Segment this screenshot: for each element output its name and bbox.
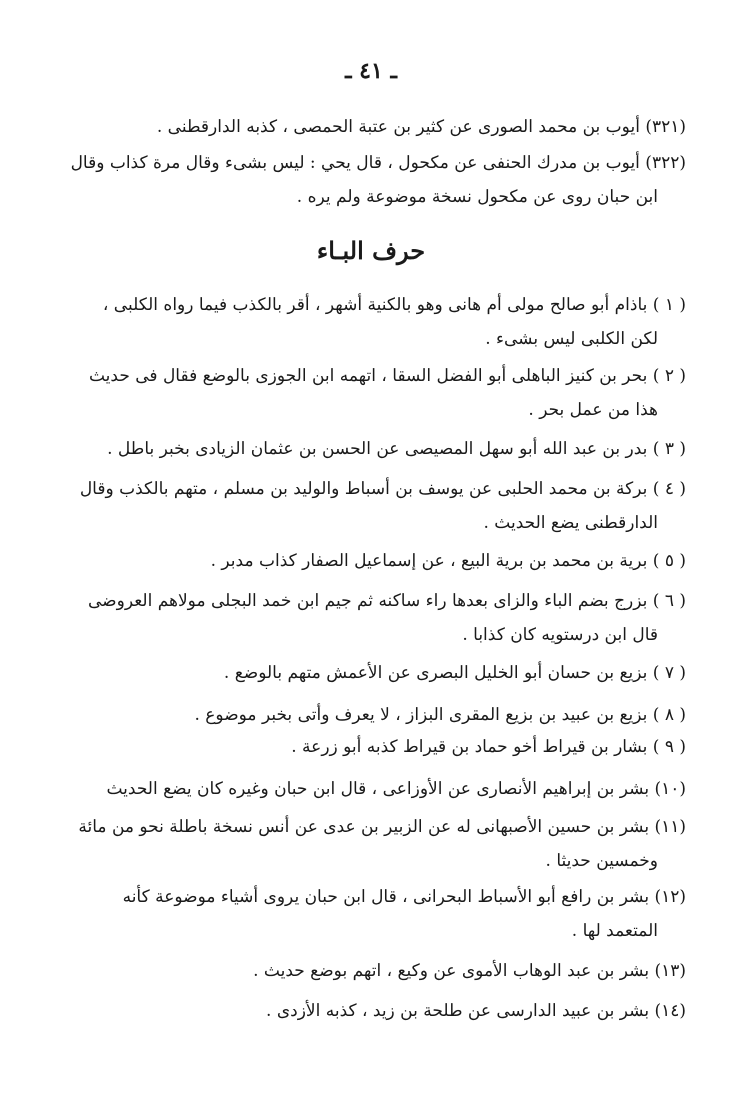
entry-4 xyxy=(56,472,686,540)
entry-line: (١٣) بشر بن عبد الوهاب الأموى عن وكيع ، اتهم بوضع حديث . xyxy=(253,961,686,981)
entry-line-continuation: وخمسين حديثا . xyxy=(545,851,658,871)
entry-line: (١٤) بشر بن عبيد الدارسى عن طلحة بن زيد ، كذبه الأزدى . xyxy=(266,1001,686,1021)
document-page xyxy=(56,0,686,1094)
entry-5 xyxy=(56,544,686,578)
entry-line: ( ٣ ) بدر بن عبد الله أبو سهل المصيصى عن الحسن بن عثمان الزيادى بخبر باطل . xyxy=(107,439,686,459)
entry-line: ( ٤ ) بركة بن محمد الحلبى عن يوسف بن أسباط والوليد بن مسلم ، متهم بالكذب وقال xyxy=(79,479,686,499)
entry-2 xyxy=(56,359,686,427)
entry-line: ( ٧ ) بزيع بن حسان أبو الخليل البصرى عن الأعمش متهم بالوضع . xyxy=(223,663,686,683)
entry-12 xyxy=(56,880,686,948)
entry-14 xyxy=(56,994,686,1028)
entry-13 xyxy=(56,954,686,988)
entry-line: ( ١ ) باذام أبو صالح مولى أم هانى وهو بالكنية أشهر ، أقر بالكذب فيما رواه الكلبى ، xyxy=(102,295,686,315)
entry-line-continuation: ابن حبان روى عن مكحول نسخة موضوعة ولم يره . xyxy=(296,187,658,207)
entry-line-continuation: لكن الكلبى ليس بشىء . xyxy=(485,329,658,349)
entry-322 xyxy=(56,146,686,214)
entry-line-continuation: هذا من عمل بحر . xyxy=(528,400,658,420)
entry-line: (١٢) بشر بن رافع أبو الأسباط البحرانى ، قال ابن حبان يروى أشياء موضوعة كأنه xyxy=(122,887,686,907)
entry-line: ( ٥ ) برية بن محمد بن برية البيع ، عن إسماعيل الصفار كذاب مدبر . xyxy=(210,551,686,571)
entry-line: (١١) بشر بن حسين الأصبهانى له عن الزبير بن عدى عن أنس نسخة باطلة نحو من مائة xyxy=(78,817,686,837)
entry-line: ( ٢ ) بحر بن كنيز الباهلى أبو الفضل السقا ، اتهمه ابن الجوزى بالوضع فقال فى حديث xyxy=(88,366,686,386)
entry-line-continuation: الدارقطنى يضع الحديث . xyxy=(483,513,658,533)
entry-9 xyxy=(56,730,686,764)
entry-10 xyxy=(56,772,686,806)
entry-line: (٣٢١) أيوب بن محمد الصورى عن كثير بن عتبة الحمصى ، كذبه الدارقطنى . xyxy=(156,117,686,137)
entry-8 xyxy=(56,698,686,732)
entry-line: (٣٢٢) أيوب بن مدرك الحنفى عن مكحول ، قال يحي : ليس بشىء وقال مرة كذاب وقال xyxy=(70,153,686,173)
section-heading: حرف البـاء xyxy=(316,236,426,265)
entry-line-continuation: المتعمد لها . xyxy=(571,921,658,941)
entry-6 xyxy=(56,584,686,652)
entry-line: ( ٦ ) بزرج بضم الباء والزاى بعدها راء ساكنه ثم جيم ابن خمد البجلى مولاهم العروضى xyxy=(88,591,686,611)
entry-11 xyxy=(56,810,686,878)
entry-7 xyxy=(56,656,686,690)
page-number: ـ ٤١ ـ xyxy=(345,58,397,84)
entry-321 xyxy=(56,110,686,144)
entry-1 xyxy=(56,288,686,356)
entry-line: (١٠) بشر بن إبراهيم الأنصارى عن الأوزاعى ، قال ابن حبان وغيره كان يضع الحديث xyxy=(106,779,686,799)
entry-line: ( ٩ ) بشار بن قيراط أخو حماد بن قيراط كذبه أبو زرعة . xyxy=(291,737,686,757)
entry-line-continuation: قال ابن درستويه كان كذابا . xyxy=(462,625,658,645)
entry-line: ( ٨ ) بزيع بن عبيد بن بزيع المقرى البزاز ، لا يعرف وأتى بخبر موضوع . xyxy=(194,705,686,725)
entry-3 xyxy=(56,432,686,466)
